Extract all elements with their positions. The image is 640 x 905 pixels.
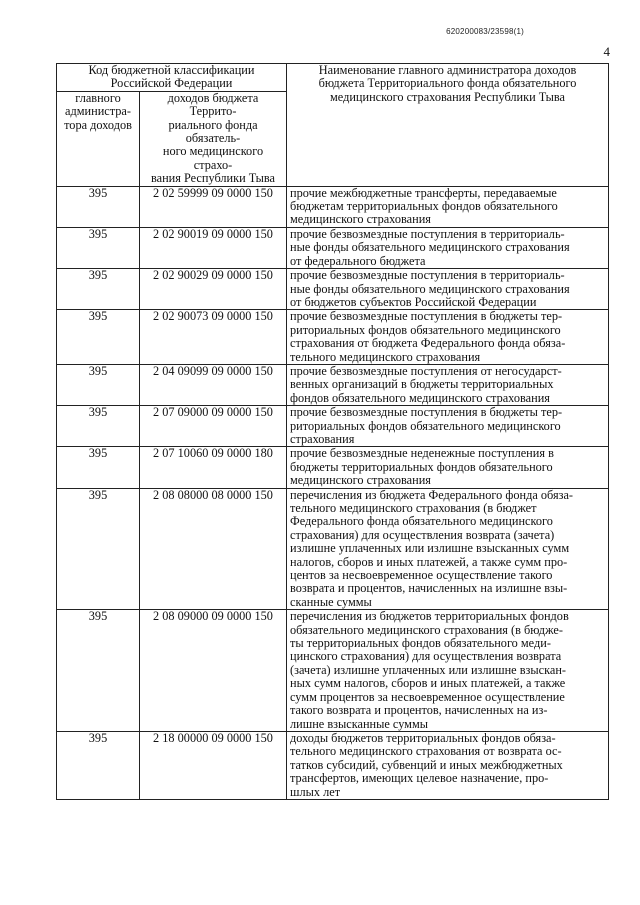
income-name-line: лишне взысканные суммы <box>290 716 429 731</box>
income-name-line: шлых лет <box>290 784 341 799</box>
administrator-code: 395 <box>57 364 140 405</box>
table-row <box>57 406 609 447</box>
budget-income-code: 2 07 10060 09 0000 180 <box>140 447 287 488</box>
income-name <box>287 406 609 447</box>
income-name <box>287 269 609 310</box>
administrator-code: 395 <box>57 186 140 227</box>
income-name-line: бюджеты территориальных фондов обязательного <box>290 459 553 474</box>
budget-income-code: 2 18 00000 09 0000 150 <box>140 731 287 799</box>
income-name-line: цинского страхования) для осуществления возврата <box>290 649 562 664</box>
income-name <box>287 447 609 488</box>
table-row <box>57 610 609 732</box>
income-name-line: доходы бюджетов территориальных фондов обяза- <box>290 730 556 745</box>
income-name <box>287 227 609 268</box>
header-income-line: риального фонда обязатель- <box>168 117 258 146</box>
header-name-line: медицинского страхования Республики Тыва <box>330 89 566 104</box>
income-name-line: (зачета) излишне уплаченных или излишне взыскан- <box>290 662 566 677</box>
income-name-line: сканные суммы <box>290 594 372 609</box>
income-name-line: Федерального фонда обязательного медицинского <box>290 514 553 529</box>
table-row <box>57 731 609 799</box>
income-name-line: тельного медицинского страхования от возврата ос- <box>290 744 562 759</box>
income-name-line: ные фонды обязательного медицинского страхования <box>290 281 570 296</box>
budget-income-code: 2 07 09000 09 0000 150 <box>140 406 287 447</box>
header-kbk <box>57 64 287 92</box>
header-fund-income <box>140 91 287 186</box>
income-name-line: излишне уплаченных или излишне взысканных сумм <box>290 541 570 556</box>
income-name-line: медицинского страхования <box>290 212 431 227</box>
income-name-line: прочие безвозмездные поступления в территориаль- <box>290 268 565 283</box>
budget-income-code: 2 02 59999 09 0000 150 <box>140 186 287 227</box>
budget-income-code: 2 02 90019 09 0000 150 <box>140 227 287 268</box>
income-name-line: обязательного медицинского страхования (в бюдже- <box>290 622 563 637</box>
income-name-line: перечисления из бюджетов территориальных фондов <box>290 609 569 624</box>
header-income-line: вания Республики Тыва <box>150 171 276 186</box>
table-row <box>57 310 609 365</box>
header-income-line: ного медицинского страхо- <box>162 144 264 172</box>
income-name-line: риториальных фондов обязательного медицинского <box>290 418 561 433</box>
administrator-code: 395 <box>57 731 140 799</box>
income-name-line: прочие безвозмездные поступления в территориаль- <box>290 226 565 241</box>
page-number: 4 <box>603 44 610 59</box>
income-name-line: перечисления из бюджета Федерального фонда обяза- <box>290 487 574 502</box>
administrator-code: 395 <box>57 447 140 488</box>
income-name-line: бюджетам территориальных фондов обязательного <box>290 199 558 214</box>
administrator-code: 395 <box>57 488 140 610</box>
income-name-line: ты территориальных фондов обязательного меди- <box>290 636 551 651</box>
income-name-line: прочие безвозмездные поступления от негосударст- <box>290 363 562 378</box>
income-name-line: тельного медицинского страхования (в бюджет <box>290 501 537 515</box>
income-name-line: сумм процентов за несвоевременное осуществление <box>290 689 565 704</box>
income-name-line: трансфертов, имеющих целевое назначение, про- <box>290 771 549 786</box>
budget-income-code: 2 02 90029 09 0000 150 <box>140 269 287 310</box>
income-name-line: страхования от бюджета Федерального фонда обяза- <box>290 336 566 351</box>
table-row <box>57 364 609 405</box>
income-name-line: риториальных фондов обязательного медицинского <box>290 322 561 337</box>
budget-income-code: 2 04 09099 09 0000 150 <box>140 364 287 405</box>
header-admin-line: тора доходов <box>64 117 132 132</box>
header-administrator-name <box>287 64 609 187</box>
header-kbk-line: Российской Федерации <box>110 76 233 91</box>
budget-income-code: 2 08 08000 08 0000 150 <box>140 488 287 610</box>
income-name-line: от федерального бюджета <box>290 253 426 268</box>
table-row <box>57 447 609 488</box>
income-name-line: налогов, сборов и иных платежей, а также сумм про- <box>290 554 568 569</box>
table-row <box>57 269 609 310</box>
header-name-line: бюджета Территориального фонда обязательного <box>318 76 577 91</box>
income-name-line: от бюджетов субъектов Российской Федерации <box>290 294 537 309</box>
administrator-code: 395 <box>57 610 140 732</box>
administrator-code: 395 <box>57 227 140 268</box>
header-kbk-line: Код бюджетной классификации <box>88 63 255 77</box>
table-row <box>57 186 609 227</box>
administrator-code: 395 <box>57 406 140 447</box>
header-main-administrator <box>57 91 140 186</box>
income-name-line: прочие безвозмездные неденежные поступления в <box>290 446 554 461</box>
income-name-line: ных сумм налогов, сборов и иных платежей, а также <box>290 676 566 691</box>
table-row <box>57 227 609 268</box>
income-name <box>287 731 609 799</box>
income-name <box>287 610 609 732</box>
header-income-line: доходов бюджета Террито- <box>167 90 259 119</box>
income-name-line: страхования <box>290 431 355 446</box>
income-name <box>287 186 609 227</box>
budget-income-code: 2 08 09000 09 0000 150 <box>140 610 287 732</box>
table-header-row-1 <box>57 64 609 92</box>
income-name-line: возврата и процентов, начисленных на излишне взы- <box>290 581 568 596</box>
header-admin-line: администра- <box>65 104 131 119</box>
income-name-line: центов за несвоевременное осуществление такого <box>290 568 553 583</box>
table-body <box>57 186 609 799</box>
document-registration-number: 620200083/23598(1) <box>446 27 524 36</box>
income-name-line: медицинского страхования <box>290 473 431 488</box>
income-name-line: ные фонды обязательного медицинского страхования <box>290 240 570 255</box>
income-name-line: прочие межбюджетные трансферты, передаваемые <box>290 185 557 200</box>
income-name-line: тельного медицинского страхования <box>290 349 481 364</box>
income-name-line: татков субсидий, субвенций и иных межбюджетных <box>290 757 563 772</box>
income-name-line: венных организаций в бюджеты территориальных <box>290 377 554 392</box>
income-name-line: такого возврата и процентов, начисленных на из- <box>290 703 548 718</box>
income-name <box>287 488 609 610</box>
header-admin-line: главного <box>75 90 121 105</box>
income-name-line: прочие безвозмездные поступления в бюджеты тер- <box>290 405 563 420</box>
header-name-line: Наименование главного администратора доходов <box>318 63 577 77</box>
income-name-line: фондов обязательного медицинского страхования <box>290 390 550 405</box>
income-name-line: прочие безвозмездные поступления в бюджеты тер- <box>290 309 563 324</box>
income-name <box>287 364 609 405</box>
budget-classification-table <box>56 63 609 800</box>
budget-income-code: 2 02 90073 09 0000 150 <box>140 310 287 365</box>
income-name <box>287 310 609 365</box>
income-name-line: страхования) для осуществления возврата (зачета) <box>290 527 555 542</box>
administrator-code: 395 <box>57 269 140 310</box>
table-row <box>57 488 609 610</box>
administrator-code: 395 <box>57 310 140 365</box>
